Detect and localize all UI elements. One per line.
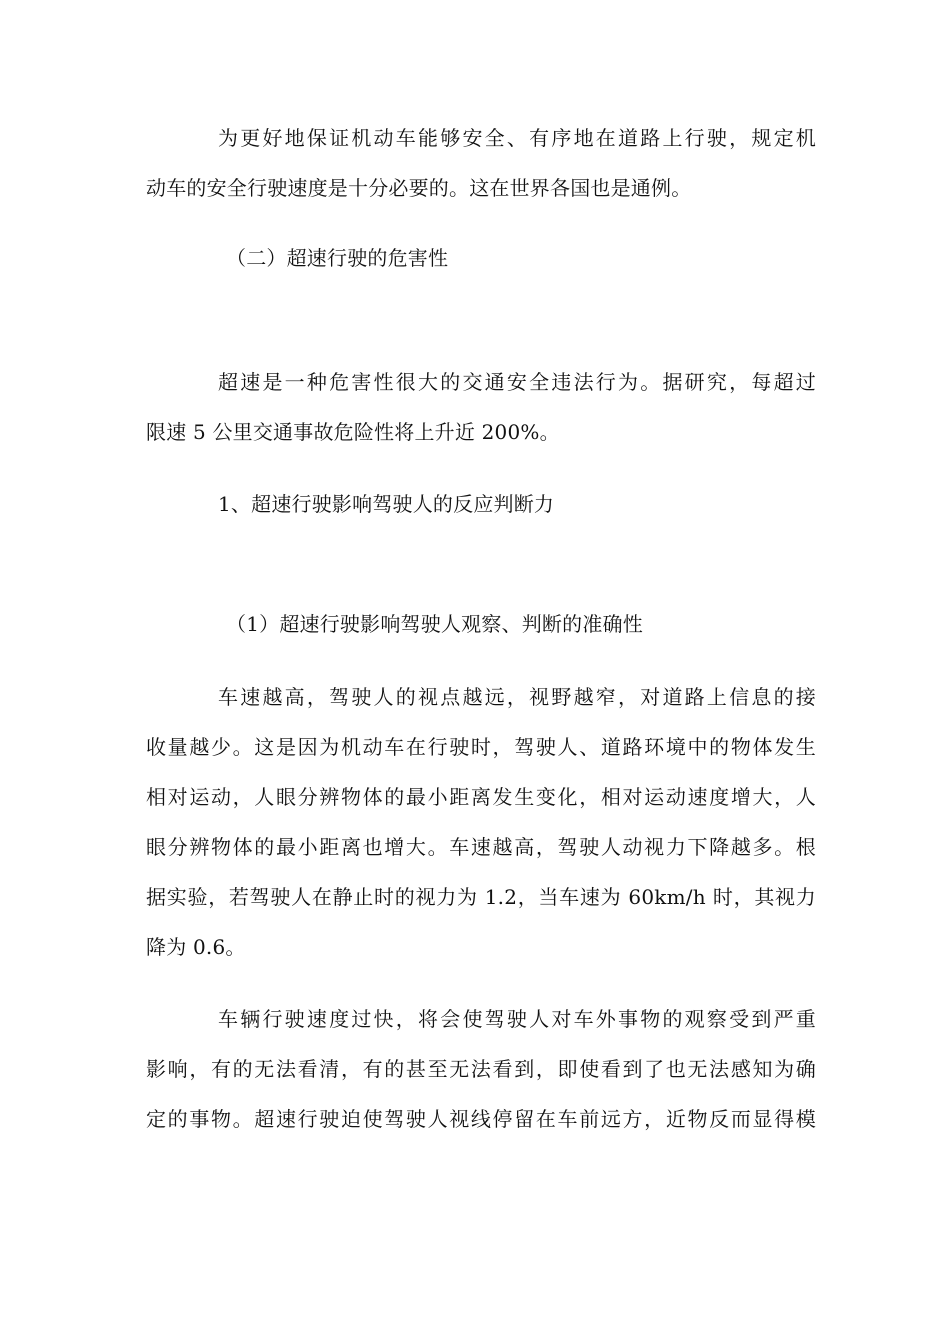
paragraph-3-line-2: 收量越少。这是因为机动车在行驶时，驾驶人、道路环境中的物体发生 (146, 735, 816, 759)
paragraph-3-line-5: 据实验，若驾驶人在静止时的视力为 1.2，当车速为 60km/h 时，其视力 (146, 885, 816, 909)
subsection-heading-1: 1、超速行驶影响驾驶人的反应判断力 (218, 492, 555, 516)
paragraph-4-line-3: 定的事物。超速行驶迫使驾驶人视线停留在车前远方，近物反而显得模 (146, 1107, 816, 1131)
paragraph-1-line-2: 动车的安全行驶速度是十分必要的。这在世界各国也是通例。 (146, 176, 692, 200)
subsection-heading-1-1: （1）超速行驶影响驾驶人观察、判断的准确性 (226, 612, 643, 636)
paragraph-4-line-2: 影响，有的无法看清，有的甚至无法看到，即使看到了也无法感知为确 (146, 1057, 816, 1081)
paragraph-2-line-1: 超速是一种危害性很大的交通安全违法行为。据研究，每超过 (218, 370, 816, 394)
section-heading-2: （二）超速行驶的危害性 (226, 246, 449, 270)
paragraph-2-line-2: 限速 5 公里交通事故危险性将上升近 200%。 (146, 420, 560, 444)
paragraph-4-line-1: 车辆行驶速度过快，将会使驾驶人对车外事物的观察受到严重 (218, 1007, 816, 1031)
paragraph-3-line-4: 眼分辨物体的最小距离也增大。车速越高，驾驶人动视力下降越多。根 (146, 835, 816, 859)
paragraph-3-line-6: 降为 0.6。 (146, 935, 246, 959)
paragraph-3-line-3: 相对运动，人眼分辨物体的最小距离发生变化，相对运动速度增大，人 (146, 785, 816, 809)
paragraph-1-line-1: 为更好地保证机动车能够安全、有序地在道路上行驶，规定机 (218, 126, 816, 150)
paragraph-3-line-1: 车速越高，驾驶人的视点越远，视野越窄，对道路上信息的接 (218, 685, 816, 709)
